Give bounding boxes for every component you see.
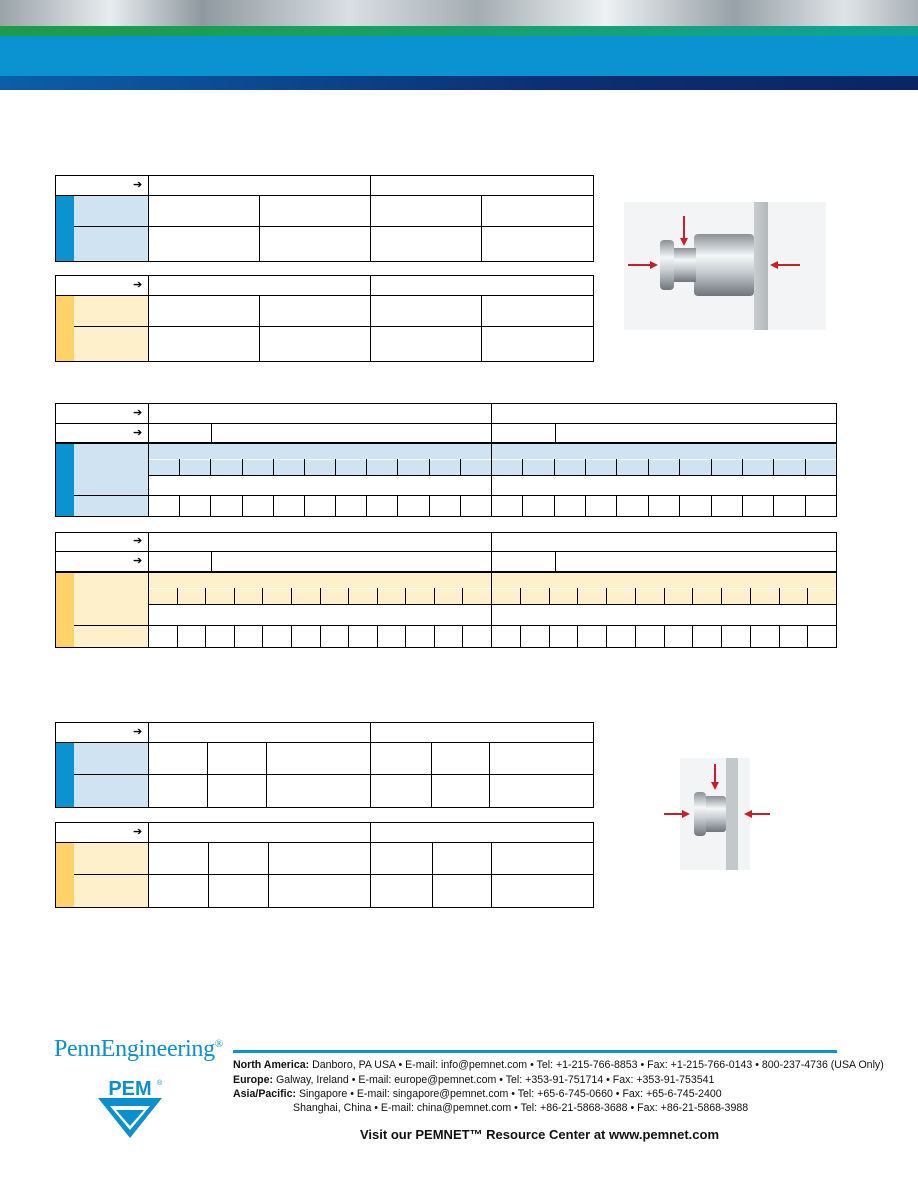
column-divider — [692, 588, 693, 605]
header-arrow-icon: ➔ — [133, 555, 143, 567]
column-divider — [304, 495, 305, 517]
column-divider — [210, 459, 211, 476]
row-label-block — [74, 572, 149, 647]
column-divider — [405, 625, 406, 648]
header-arrow-icon: ➔ — [133, 826, 143, 838]
column-divider — [177, 588, 178, 605]
column-divider — [742, 495, 743, 517]
table-color-tab-blue — [55, 195, 74, 262]
column-divider — [177, 625, 178, 648]
short-standoff-load-diagram — [660, 758, 778, 870]
column-divider — [773, 495, 774, 517]
column-divider — [606, 588, 607, 605]
table-color-tab-blue — [55, 742, 74, 807]
column-divider — [711, 459, 712, 476]
column-divider — [304, 459, 305, 476]
column-divider — [205, 625, 206, 648]
column-divider — [779, 588, 780, 605]
column-divider — [635, 588, 636, 605]
page-header-banner — [0, 0, 918, 90]
column-divider — [460, 459, 461, 476]
header-arrow-icon: ➔ — [133, 407, 143, 419]
column-divider — [606, 625, 607, 648]
column-divider — [434, 588, 435, 605]
header-arrow-icon: ➔ — [133, 279, 143, 291]
header-arrow-icon: ➔ — [133, 179, 143, 191]
column-divider — [462, 588, 463, 605]
pemnet-visit-link[interactable]: Visit our PEMNET™ Resource Center at www.pemnet.com — [360, 1127, 720, 1142]
column-divider — [779, 625, 780, 648]
header-arrow-icon: ➔ — [133, 726, 143, 738]
column-divider — [366, 459, 367, 476]
column-divider — [679, 459, 680, 476]
column-divider — [397, 459, 398, 476]
column-divider — [291, 588, 292, 605]
column-divider — [320, 588, 321, 605]
row-label-block — [74, 195, 149, 262]
column-divider — [664, 625, 665, 648]
column-divider — [348, 625, 349, 648]
column-divider — [262, 625, 263, 648]
blue-header-band — [0, 36, 918, 76]
column-divider — [210, 495, 211, 517]
column-divider — [273, 495, 274, 517]
column-divider — [405, 588, 406, 605]
column-divider — [750, 625, 751, 648]
footer-rule — [233, 1050, 837, 1053]
column-divider — [585, 459, 586, 476]
column-divider — [721, 625, 722, 648]
svg-text:®: ® — [157, 1080, 163, 1087]
column-divider — [635, 625, 636, 648]
column-divider — [234, 625, 235, 648]
column-divider — [377, 625, 378, 648]
table-color-tab-gold — [55, 572, 74, 647]
row-label-block — [74, 295, 149, 362]
column-divider — [692, 625, 693, 648]
column-divider — [520, 625, 521, 648]
brushed-metal-band — [0, 0, 918, 26]
contact-shanghai: Shanghai, China • E-mail: china@pemnet.com • Tel: +86-21-5868-3688 • Fax: +86-21-5868-3988 — [293, 1102, 749, 1114]
column-divider — [721, 588, 722, 605]
table-color-tab-gold — [55, 842, 74, 907]
column-divider — [648, 459, 649, 476]
column-divider — [664, 588, 665, 605]
column-divider — [711, 495, 712, 517]
column-divider — [805, 459, 806, 476]
column-divider — [273, 459, 274, 476]
column-divider — [773, 459, 774, 476]
column-divider — [554, 495, 555, 517]
table-color-tab-gold — [55, 295, 74, 362]
column-divider — [648, 495, 649, 517]
column-divider — [520, 588, 521, 605]
column-divider — [335, 459, 336, 476]
contact-europe: Europe: Galway, Ireland • E-mail: europe@pemnet.com • Tel: +353-91-751714 • Fax: +353-91-753541 — [233, 1074, 715, 1086]
column-divider — [320, 625, 321, 648]
column-divider — [205, 588, 206, 605]
column-divider — [179, 495, 180, 517]
row-label-block — [74, 443, 149, 516]
column-divider — [616, 459, 617, 476]
standoff-load-diagram — [624, 202, 826, 330]
column-divider — [429, 459, 430, 476]
column-divider — [291, 625, 292, 648]
contact-asia-pacific: Asia/Pacific: Singapore • E-mail: singapore@pemnet.com • Tel: +65-6-745-0660 • Fax: +65-6-745-2400 — [233, 1088, 722, 1100]
column-divider — [262, 588, 263, 605]
pem-logo-icon — [90, 1076, 170, 1140]
column-divider — [462, 625, 463, 648]
column-divider — [750, 588, 751, 605]
column-divider — [179, 459, 180, 476]
column-divider — [434, 625, 435, 648]
header-arrow-icon: ➔ — [133, 427, 143, 439]
column-divider — [742, 459, 743, 476]
column-divider — [522, 495, 523, 517]
column-divider — [242, 459, 243, 476]
table-color-tab-blue — [55, 443, 74, 516]
column-divider — [577, 625, 578, 648]
column-divider — [805, 495, 806, 517]
column-divider — [577, 588, 578, 605]
column-divider — [679, 495, 680, 517]
column-divider — [522, 459, 523, 476]
contact-north-america: North America: Danboro, PA USA • E-mail: info@pemnet.com • Tel: +1-215-766-8853 • Fax: +1-215-766-0143 • 800-237-4736 (USA Only) — [233, 1059, 884, 1071]
column-divider — [554, 459, 555, 476]
green-accent-line — [0, 26, 918, 36]
column-divider — [585, 495, 586, 517]
column-divider — [335, 495, 336, 517]
header-arrow-icon: ➔ — [133, 535, 143, 547]
column-divider — [234, 588, 235, 605]
column-divider — [616, 495, 617, 517]
column-divider — [549, 588, 550, 605]
column-divider — [377, 588, 378, 605]
column-divider — [366, 495, 367, 517]
column-divider — [460, 495, 461, 517]
column-divider — [429, 495, 430, 517]
column-divider — [242, 495, 243, 517]
column-divider — [549, 625, 550, 648]
navy-accent-line — [0, 76, 918, 90]
column-divider — [807, 625, 808, 648]
pennengineering-logo: PennEngineering® — [54, 1036, 223, 1062]
svg-text:PEM: PEM — [108, 1078, 152, 1100]
column-divider — [348, 588, 349, 605]
column-divider — [397, 495, 398, 517]
column-divider — [807, 588, 808, 605]
